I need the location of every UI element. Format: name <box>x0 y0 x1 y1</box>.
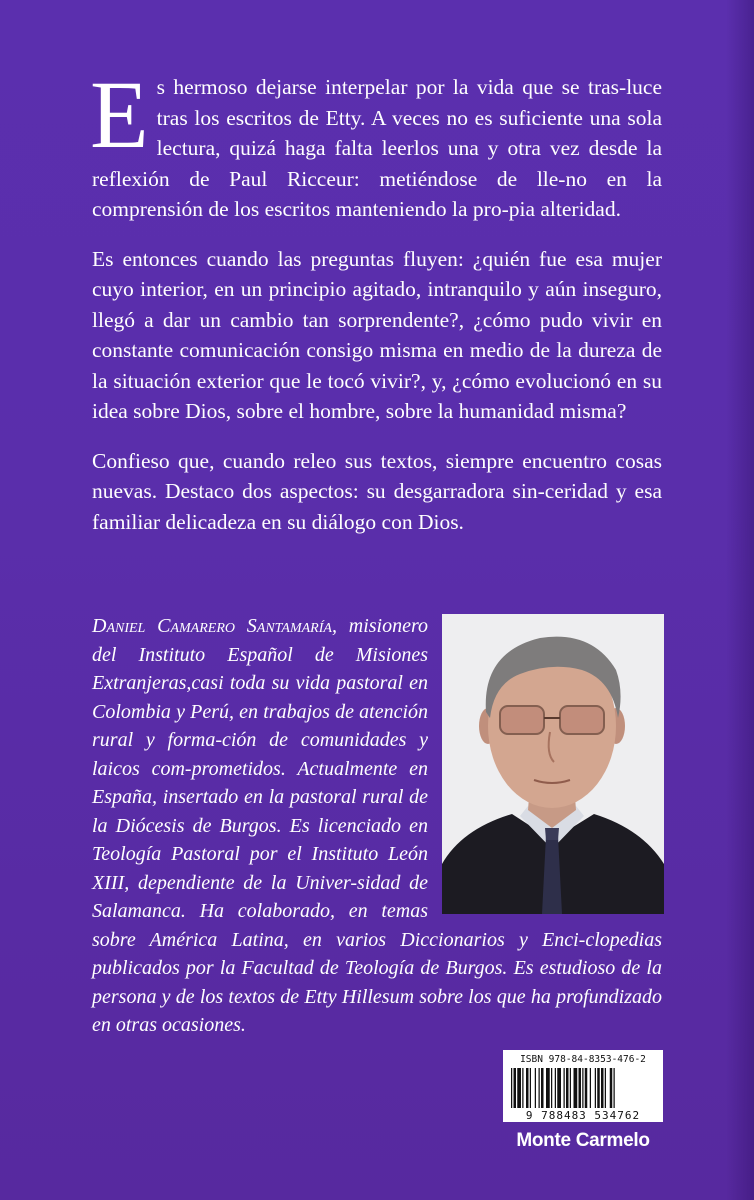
author-photo <box>442 614 664 914</box>
synopsis-paragraph-1 <box>90 61 662 225</box>
isbn-label: ISBN 978-84-8353-476-2 <box>520 1054 646 1065</box>
drop-cap: E <box>90 61 149 168</box>
barcode-icon <box>509 1068 657 1108</box>
author-bio-text: misionero del Instituto Español de Misiones Extranjeras,casi toda su vida pastoral en Colombia y Perú, en trabajos de atención rural y forma-ción de comunidades y laicos com-prometidos. Actualmente en España, insertado en la pastoral rural de la Diócesis de Burgos. Es licenciado en Teología Pastoral por el Instituto León XIII, dependiente de la Univer-sidad de Salamanca. Ha colaborado, en temas sobre América Latina, en varios Diccionarios y Enci-clopedias publicados por la Facultad de Teología de Burgos. Es estudioso de la persona y de los textos de Etty Hillesum sobre los que ha profundizado en otras ocasiones. <box>92 615 662 1036</box>
synopsis-paragraph-3: Confieso que, cuando releo sus textos, siempre encuentro cosas nuevas. Destaco dos aspectos: su desgarradora sin-ceridad y esa familiar delicadeza en su diálogo con Dios. <box>92 448 662 534</box>
barcode-digits: 9 788483 534762 <box>525 1109 641 1122</box>
synopsis <box>90 61 662 556</box>
isbn-barcode <box>503 1050 663 1122</box>
author-name: Daniel Camarero Santamaría, <box>92 615 337 637</box>
publisher-logo: Monte Carmelo <box>516 1130 650 1151</box>
author-portrait-illustration <box>442 614 664 914</box>
synopsis-paragraph-1-text: s hermoso dejarse interpelar por la vida que se tras-luce tras los escritos de Etty. A veces no es suficiente una sola lectura, quizá haga falta leerlos una y otra vez desde la reflexión de Paul Ricceur: metiéndose de lle-no en la comprensión de los escritos manteniendo la pro-pia alteridad. <box>92 75 662 221</box>
synopsis-paragraph-2: Es entonces cuando las preguntas fluyen: ¿quién fue esa mujer cuyo interior, en un principio agitado, intranquilo y aún inseguro, llegó a dar un cambio tan sorprendente?, ¿cómo pudo vivir en constante comunicación consigo misma en medio de la dureza de la situación exterior que le tocó vivir?, y, ¿cómo evolucionó en su idea sobre Dios, sobre el hombre, sobre la humanidad misma? <box>92 246 662 423</box>
author-bio <box>92 612 662 1040</box>
cover-spine-shadow <box>726 0 754 1200</box>
